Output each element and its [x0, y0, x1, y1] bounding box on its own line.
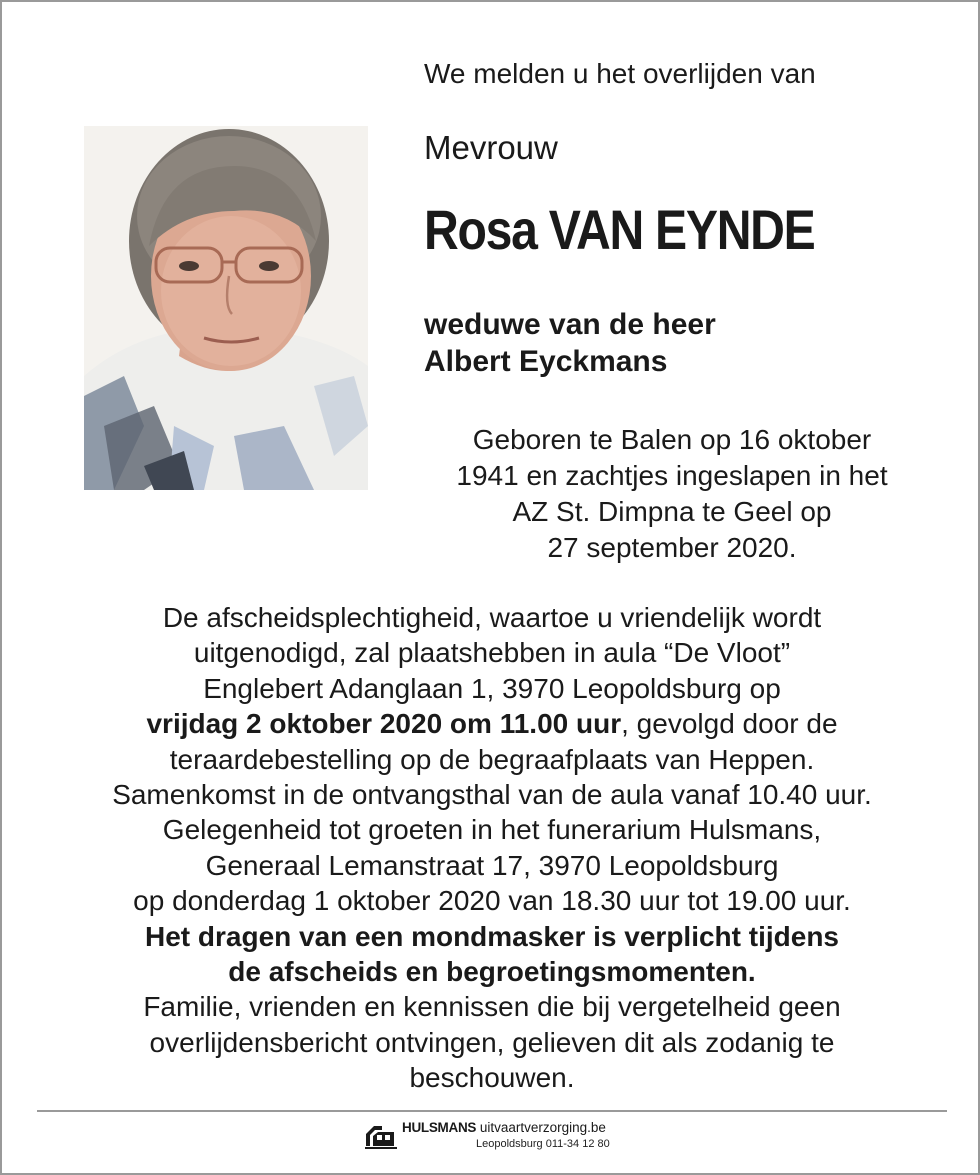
- ceremony-line: Generaal Lemanstraat 17, 3970 Leopoldsburg: [205, 849, 779, 881]
- birth-death-details: [422, 422, 922, 566]
- firm-name: HULSMANS: [402, 1120, 477, 1135]
- brand-line: [402, 1120, 606, 1136]
- ceremony-date-line: [32, 706, 952, 741]
- ceremony-date-rest: , gevolgd door de: [621, 708, 838, 740]
- honorific: Mevrouw: [424, 129, 558, 166]
- closing-line: beschouwen.: [409, 1062, 575, 1094]
- hulsmans-logo-icon: [364, 1120, 398, 1150]
- ceremony-line: teraardebestelling op de begraafplaats van Heppen.: [169, 743, 815, 775]
- ceremony-line: op donderdag 1 oktober 2020 van 18.30 uur tot 19.00 uur.: [133, 885, 851, 917]
- funeral-home-footer: [364, 1118, 664, 1158]
- ceremony-line: De afscheidsplechtigheid, waartoe u vriendelijk wordt: [162, 602, 822, 633]
- deceased-name: Rosa VAN EYNDE: [424, 198, 815, 261]
- mask-notice-line: [32, 954, 952, 989]
- ceremony-line: uitgenodigd, zal plaatshebben in aula “De Vloot”: [193, 637, 791, 669]
- mask-notice-text: de afscheids en begroetingsmomenten.: [228, 956, 756, 988]
- born-line: AZ St. Dimpna te Geel op: [512, 496, 832, 527]
- closing-line: Familie, vrienden en kennissen die bij vergetelheid geen: [143, 991, 841, 1023]
- ceremony-line: Samenkomst in de ontvangsthal van de aula vanaf 10.40 uur.: [112, 779, 872, 811]
- closing-line: overlijdensbericht ontvingen, gelieven dit als zodanig te: [149, 1026, 835, 1058]
- ceremony-details: [32, 600, 952, 1096]
- firm-website: uitvaartverzorging.be: [479, 1120, 606, 1135]
- mask-notice-line: [32, 919, 952, 954]
- announcement-intro: We melden u het overlijden van: [424, 58, 816, 89]
- ceremony-line: Gelegenheid tot groeten in het funerarium Hulsmans,: [162, 814, 822, 846]
- footer-divider: [37, 1110, 947, 1112]
- born-line: Geboren te Balen op 16 oktober: [472, 424, 872, 455]
- portrait-photo: [84, 126, 368, 490]
- born-line: 27 september 2020.: [547, 532, 797, 563]
- mask-notice-text: Het dragen van een mondmasker is verplicht tijdens: [145, 920, 839, 952]
- widow-line-1: weduwe van de heer: [424, 308, 716, 341]
- widow-of: [424, 306, 716, 380]
- ceremony-line: Englebert Adanglaan 1, 3970 Leopoldsburg op: [203, 672, 781, 704]
- firm-address-phone: Leopoldsburg 011-34 12 80: [476, 1138, 610, 1150]
- widow-line-2: Albert Eyckmans: [424, 345, 668, 378]
- ceremony-date: vrijdag 2 oktober 2020 om 11.00 uur: [146, 708, 622, 740]
- born-line: 1941 en zachtjes ingeslapen in het: [456, 460, 888, 491]
